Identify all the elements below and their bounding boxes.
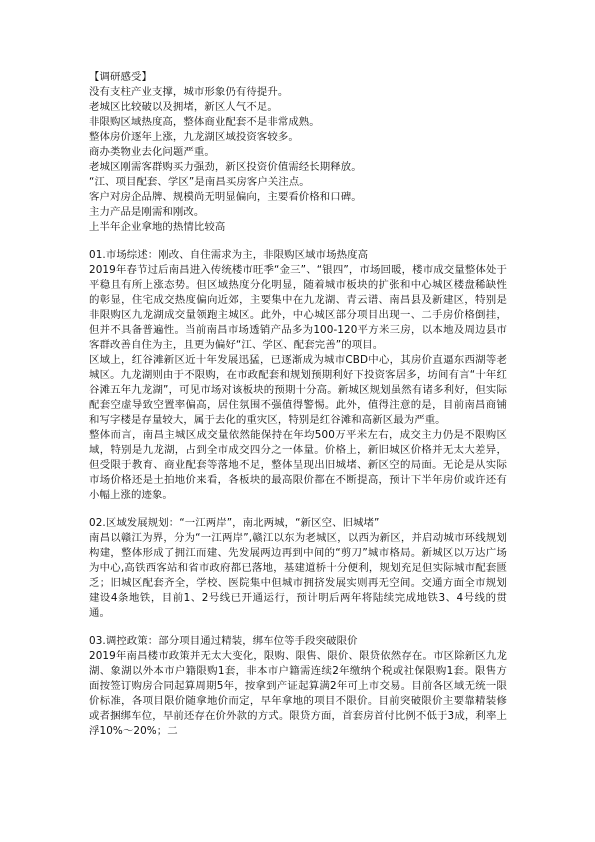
- survey-point: 整体房价逐年上涨，九龙湖区域投资客较多。: [89, 131, 299, 143]
- document-body: [89, 70, 507, 739]
- survey-point: 上半年企业拿地的热情比较高: [89, 221, 226, 233]
- survey-block: [89, 70, 507, 235]
- section-regional-planning: [89, 516, 507, 621]
- section-paragraph: 2019年南昌楼市政策并无太大变化，限购、限售、限价、限贷依然存在。市区除新区九龙湖、象湖以外本市户籍限购1套，非本市户籍需连续2年缴纳个税或社保限购1套。限售方面按签订购房合同起算周期5年，按拿到产证起算满2年可上市交易。目前各区域无统一限价标准，各项目限价随拿地价而定，早年拿地的项目不限价。目前突破限价主要靠精装修或者捆绑车位，早前还存在价外款的方式。限贷方面，首套房首付比例不低于3成，利率上浮10%～20%；二: [89, 650, 507, 737]
- section-heading: 02.区域发展规划：“一江两岸”，南北两城，“新区空、旧城堵”: [89, 517, 380, 529]
- survey-point: “江、项目配套、学区”是南昌买房客户关注点。: [89, 176, 310, 188]
- survey-point: 没有支柱产业支撑，城市形象仍有待提升。: [89, 86, 289, 98]
- survey-title: 【调研感受】: [89, 71, 152, 83]
- survey-point: 主力产品是刚需和刚改。: [89, 206, 205, 218]
- survey-point: 客户对房企品牌、规模尚无明显偏向，主要看价格和口碑。: [89, 191, 362, 203]
- section-paragraph: 区域上，红谷滩新区近十年发展迅猛，已逐渐成为城市CBD中心，其房价直逼东西湖等老城区。九龙湖则由于不限购，在市政配套和规划预期利好下投资客居多，坊间有言“十年红谷滩五年九龙湖”，可见市场对该板块的预期十分高。新城区规划虽然有诸多利好，但实际配套空虚导致空置率偏高，居住氛围不强值得警惕。此外，值得注意的是，目前南昌商铺和写字楼是存量较大，属于去化的重灾区，特别是红谷滩和高新区最为严重。: [89, 354, 507, 426]
- section-market-overview: [89, 248, 507, 503]
- survey-point: 老城区刚需客群购买力强劲，新区投资价值需经长期释放。: [89, 161, 362, 173]
- section-paragraph: 南昌以赣江为界，分为“一江两岸”,赣江以东为老城区，以西为新区，并启动城市环线规划构建，整体形成了拥江而建、先发展两边再到中间的“剪刀”城市格局。新城区以万达广场为中心,高铁西客站和省市政府都已落地，基建道桥十分便利，规划充足但实际城市配套匮乏；旧城区配套齐全，学校、医院集中但城市拥挤发展实则再无空间。交通方面全市规划建设4条地铁，目前1、2号线已开通运行，预计明后两年将陆续完成地铁3、4号线的贯通。: [89, 532, 507, 619]
- survey-point: 非限购区域热度高，整体商业配套不是非常成熟。: [89, 116, 320, 128]
- section-heading: 01.市场综述：刚改、自住需求为主，非限购区域市场热度高: [89, 249, 369, 261]
- section-heading: 03.调控政策：部分项目通过精装，绑车位等手段突破限价: [89, 635, 358, 647]
- section-regulation-policy: [89, 634, 507, 739]
- section-paragraph: 2019年春节过后南昌进入传统楼市旺季“金三”、“银四”，市场回暖，楼市成交量整体处于平稳且有所上涨态势。但区域热度分化明显，随着城市板块的扩张和中心城区楼盘稀缺性的彰显，住宅成交热度偏向近郊，主要集中在九龙湖、青云谱、南昌县及新建区，特别是非限购区九龙湖成交量领跑主城区。此外，中心城区部分项目出现一、二手房价格倒挂，但并不具备普遍性。当前南昌市场透销产品多为100-120平方米三房，以本地及周边县市客群改善自住为主，且更为偏好“江、学区、配套完善”的项目。: [89, 264, 507, 351]
- section-paragraph: 整体而言，南昌主城区成交量依然能保持在年均500万平米左右，成交主力仍是不限购区域，特别是九龙湖，占到全市成交四分之一体量。价格上，新旧城区价格并无太大差异，但受限于教育、商业配套等落地不足，整体呈现出旧城堵、新区空的局面。无论是从实际市场价格还是土拍地价来看，各板块的最高限价都在不断提高，预计下半年房价或许还有小幅上涨的迹象。: [89, 429, 507, 501]
- survey-point: 商办类物业去化问题严重。: [89, 146, 215, 158]
- survey-point: 老城区比较破以及拥堵，新区人气不足。: [89, 101, 278, 113]
